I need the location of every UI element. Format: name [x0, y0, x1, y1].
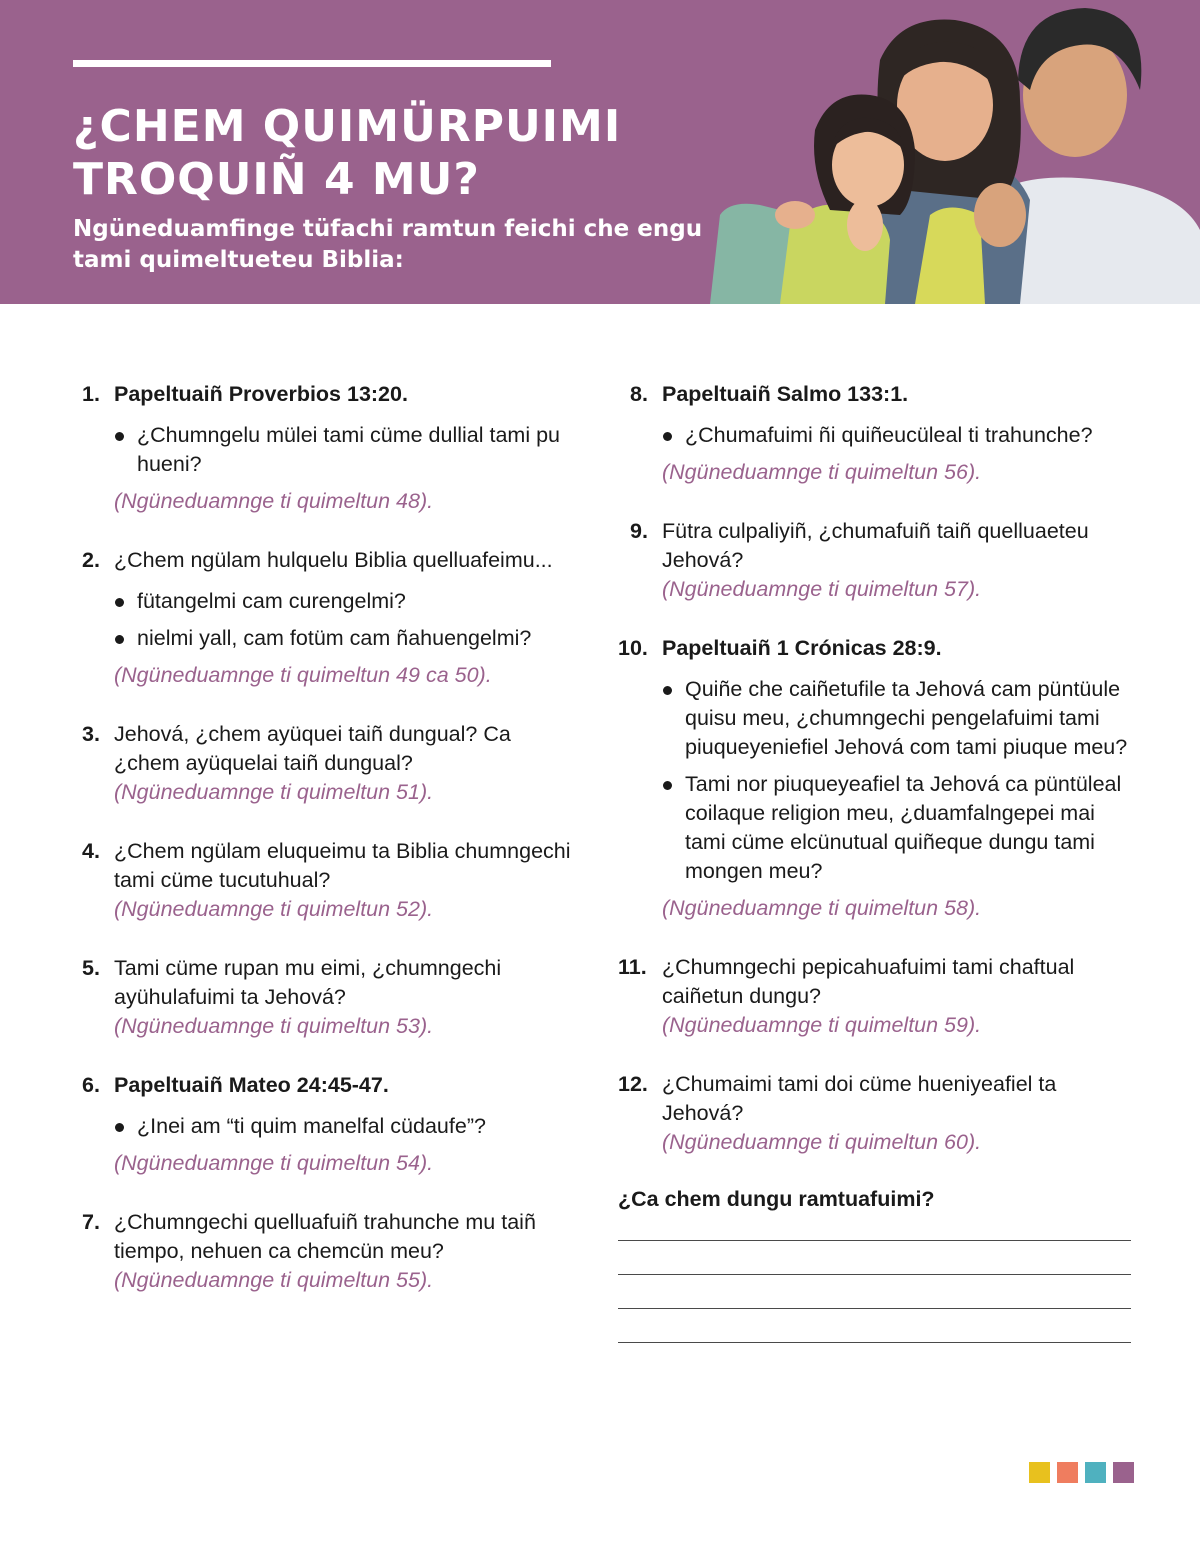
- lesson-reference: (Ngüneduamnge ti quimeltun 52).: [114, 897, 434, 921]
- question-text: ¿Chem ngülam hulquelu Biblia quelluafeimu...: [114, 548, 553, 572]
- question-text: ¿Chumngechi quelluafuiñ trahunche mu taiñ tiempo, nehuen ca chemcün meu?: [114, 1210, 536, 1263]
- question-number: 4.: [82, 839, 100, 863]
- bullet-item: [114, 421, 582, 479]
- header-rule: [73, 60, 551, 67]
- question-number: 1.: [82, 382, 100, 406]
- question-8: [618, 380, 1138, 487]
- question-bullets: [114, 587, 582, 653]
- question-6: [82, 1071, 582, 1178]
- bullet-dot: [663, 781, 672, 790]
- question-10: [618, 634, 1138, 923]
- answer-line[interactable]: [618, 1240, 1131, 1241]
- question-number: 9.: [630, 519, 648, 543]
- question-text: Fütra culpaliyiñ, ¿chumafuiñ taiñ quelluaeteu Jehová?: [662, 519, 1089, 572]
- bullet-item: [114, 587, 582, 616]
- bullet-dot: [115, 635, 124, 644]
- question-bullets: [114, 421, 582, 479]
- question-number: 5.: [82, 956, 100, 980]
- lesson-reference: (Ngüneduamnge ti quimeltun 54).: [114, 1151, 434, 1175]
- lesson-reference: (Ngüneduamnge ti quimeltun 58).: [662, 896, 982, 920]
- lesson-reference: (Ngüneduamnge ti quimeltun 55).: [114, 1268, 434, 1292]
- question-7: [82, 1208, 582, 1295]
- color-square-yellow: [1029, 1462, 1050, 1483]
- answer-line[interactable]: [618, 1274, 1131, 1275]
- lesson-reference: (Ngüneduamnge ti quimeltun 51).: [114, 780, 434, 804]
- question-5: [82, 954, 582, 1041]
- question-text: Papeltuaiñ Mateo 24:45-47.: [114, 1073, 389, 1097]
- bullet-dot: [115, 598, 124, 607]
- question-text: Papeltuaiñ 1 Crónicas 28:9.: [662, 636, 942, 660]
- questions-left-column: [82, 380, 582, 1295]
- question-11: [618, 953, 1138, 1040]
- page-subtitle: [73, 214, 713, 276]
- question-number: 12.: [618, 1072, 648, 1096]
- question-text: Papeltuaiñ Proverbios 13:20.: [114, 382, 408, 406]
- bullet-item: [662, 421, 1138, 450]
- question-number: 11.: [618, 955, 647, 979]
- header-banner: [0, 0, 1200, 304]
- lesson-reference: (Ngüneduamnge ti quimeltun 56).: [662, 460, 982, 484]
- question-bullets: [662, 675, 1138, 886]
- color-square-teal: [1085, 1462, 1106, 1483]
- color-square-purple: [1113, 1462, 1134, 1483]
- question-number: 8.: [630, 382, 648, 406]
- question-number: 2.: [82, 548, 100, 572]
- lesson-reference: (Ngüneduamnge ti quimeltun 48).: [114, 489, 434, 513]
- bullet-dot: [663, 432, 672, 441]
- question-text: Jehová, ¿chem ayüquei taiñ dungual? Ca ¿chem ayüquelai taiñ dungual?: [114, 722, 511, 775]
- question-number: 6.: [82, 1073, 100, 1097]
- page-subtitle-line-1: Ngüneduamfinge tüfachi ramtun feichi che engu: [73, 216, 703, 242]
- bullet-item: [114, 1112, 582, 1141]
- question-3: [82, 720, 582, 807]
- question-2: [82, 546, 582, 690]
- bullet-text: nielmi yall, cam fotüm cam ñahuengelmi?: [137, 626, 532, 650]
- bullet-text: ¿Chumafuimi ñi quiñeucüleal ti trahunche?: [685, 423, 1093, 447]
- lesson-reference: (Ngüneduamnge ti quimeltun 57).: [662, 577, 982, 601]
- question-number: 3.: [82, 722, 100, 746]
- question-12: [618, 1070, 1138, 1157]
- question-number: 7.: [82, 1210, 100, 1234]
- question-text: ¿Chem ngülam eluqueimu ta Biblia chumngechi tami cüme tucutuhual?: [114, 839, 571, 892]
- bullet-text: Quiñe che caiñetufile ta Jehová cam püntüule quisu meu, ¿chumngechi pengelafuimi tami piuqueyeniefiel Jehová com tami piuque meu?: [685, 677, 1128, 759]
- question-text: ¿Chumngechi pepicahuafuimi tami chaftual caiñetun dungu?: [662, 955, 1075, 1008]
- bullet-dot: [115, 432, 124, 441]
- question-text: ¿Chumaimi tami doi cüme hueniyeafiel ta Jehová?: [662, 1072, 1057, 1125]
- color-square-coral: [1057, 1462, 1078, 1483]
- bullet-text: ¿Chumngelu mülei tami cüme dullial tami pu hueni?: [137, 423, 561, 476]
- reflection-title: ¿Ca chem dungu ramtuafuimi?: [618, 1187, 935, 1211]
- lesson-reference: (Ngüneduamnge ti quimeltun 59).: [662, 1013, 982, 1037]
- lesson-reference: (Ngüneduamnge ti quimeltun 49 ca 50).: [114, 663, 492, 687]
- bullet-text: ¿Inei am “ti quim manelfal cüdaufe”?: [137, 1114, 486, 1138]
- question-bullets: [662, 421, 1138, 450]
- bullet-dot: [663, 686, 672, 695]
- bullet-item: [114, 624, 582, 653]
- questions-right-column: [618, 380, 1138, 1343]
- page-title: [73, 100, 713, 206]
- bullet-text: Tami nor piuqueyeafiel ta Jehová ca püntüleal coilaque religion meu, ¿duamfalngepei mai tami cüme elcünutual quiñeque dungu tami mongen meu?: [685, 772, 1122, 883]
- lesson-reference: (Ngüneduamnge ti quimeltun 60).: [662, 1130, 982, 1154]
- question-1: [82, 380, 582, 516]
- page-title-line-2: TROQUIÑ 4 MU?: [73, 154, 480, 205]
- bullet-text: fütangelmi cam curengelmi?: [137, 589, 406, 613]
- question-4: [82, 837, 582, 924]
- answer-line[interactable]: [618, 1342, 1131, 1343]
- question-9: [618, 517, 1138, 604]
- bullet-dot: [115, 1123, 124, 1132]
- reflection-section: [618, 1185, 1138, 1343]
- question-number: 10.: [618, 636, 648, 660]
- page-subtitle-line-2: tami quimeltueteu Biblia:: [73, 247, 404, 273]
- family-praying-illustration: [700, 0, 1200, 304]
- question-text: Tami cüme rupan mu eimi, ¿chumngechi ayühulafuimi ta Jehová?: [114, 956, 502, 1009]
- page-title-line-1: ¿CHEM QUIMÜRPUIMI: [73, 101, 622, 152]
- lesson-reference: (Ngüneduamnge ti quimeltun 53).: [114, 1014, 434, 1038]
- bullet-item: [662, 675, 1138, 762]
- question-text: Papeltuaiñ Salmo 133:1.: [662, 382, 909, 406]
- answer-line[interactable]: [618, 1308, 1131, 1309]
- question-bullets: [114, 1112, 582, 1141]
- bullet-item: [662, 770, 1138, 886]
